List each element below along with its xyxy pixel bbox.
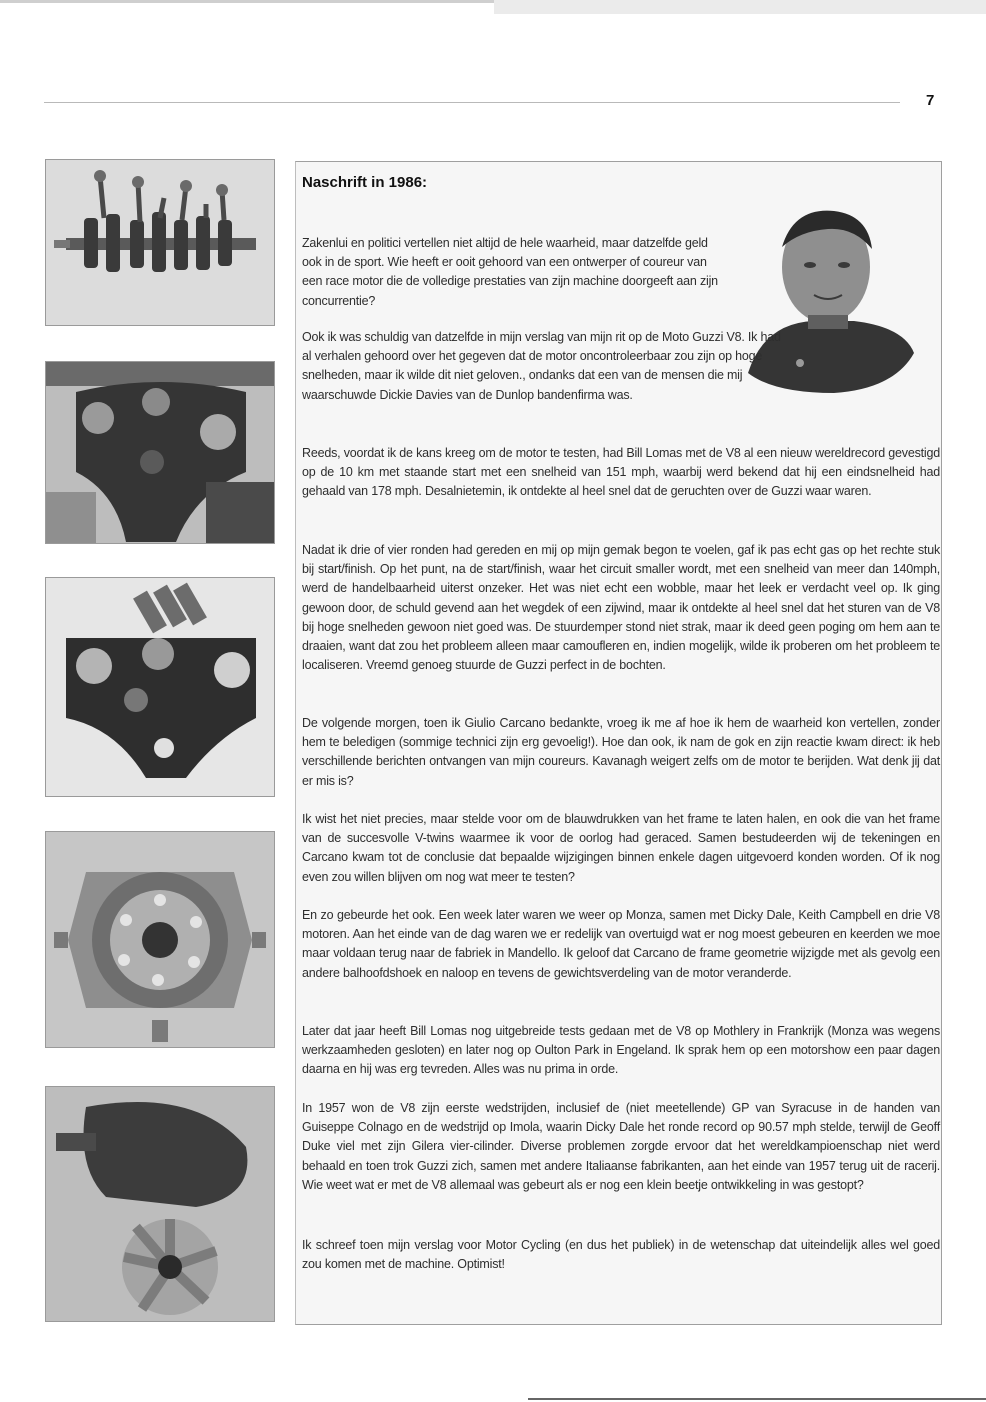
scan-edge-bottom — [528, 1398, 986, 1400]
engine-timing-cover-photo-icon — [45, 361, 275, 544]
paragraph-7: En zo gebeurde het ook. Een week later waren we weer op Monza, samen met Dicky Dale, Keith Campbell en drie V8 motoren. Aan het einde van de dag waren we er redelijk van overtuigd wat er nog moest gebeuren en keerden we moe maar voldaan terug naar de fabriek in Mandello. Ik geloof dat Carcano de frame geometrie wijzigde met als gevolg een andere balhoofdshoek en naloop en tevens de gewichtsverdeling van de motor veranderde. — [302, 908, 940, 980]
paragraph-4: Nadat ik drie of vier ronden had gereden en mij op mijn gemak begon te voelen, gaf ik pas echt gas op het rechte stuk bij start/finish. Op het punt, na de start/finish, waar het circuit smaller wordt, met een snelheid van meer dan 140mph, werd de handelbaarheid uiterst onzeker. Het was niet echt een wobble, maar het leek er verdacht veel op. Ik ging gewoon door, de schuld gevend aan het wegdek of een zijwind, maar ik ontdekte al heel snel dat het sturen van de V8 bij hoge snelheden gewoon niet goed was. De stuurdemper stond niet strak, maar ik deed geen poging om hem aan te draaien, want dat zou het probleem alleen maar camoufleren en, indien mogelijk, wilde ik proberen om het probleem te localiseren. Vreemd genoeg stuurde de Guzzi perfect in de bochten. — [302, 543, 940, 673]
paragraph-5: De volgende morgen, toen ik Giulio Carcano bedankte, vroeg ik me af hoe ik hem de waarheid kon vertellen, zonder hem te beledigen (sommige technici zijn erg gevoelig!). Hoe dan ook, ik nam de gok en zijn reactie kwam direct: ik heb verschillende berichten ontvangen van mijn coureurs. Kavanagh weigert zelfs om de motor te berijden. Wat denk jij dat er mis is? — [302, 716, 940, 788]
paragraph-10: Ik schreef toen mijn verslag voor Motor Cycling (en dus het publiek) in de wetenschap dat uiteindelijk alles wel goed zou komen met de machine. Optimist! — [302, 1238, 940, 1272]
paragraph-2: Ook ik was schuldig van datzelfde in mijn verslag van mijn rit op de Moto Guzzi V8. Ik had al verhalen gehoord over het gegeven dat de motor oncontroleerbaar zou zijn op hoge snelheden, maar ik wilde dit niet geloven., ondanks dat een van de mensen die mij waarschuwde Dickie Davies van de Dunlop bandenfirma was. — [302, 330, 781, 402]
section-heading: Naschrift in 1986: — [302, 174, 428, 191]
header-rule — [44, 102, 900, 103]
crankshaft-photo-icon — [45, 159, 275, 326]
paragraph-6: Ik wist het niet precies, maar stelde voor om de blauwdrukken van het frame te laten halen, en ook die van het frame van de succesvolle V-twins waarmee ik voor de oorlog had geraced. Samen bestudeerden wij de tekeningen en Carcano kwam tot de conclusie dat bepaalde wijzigingen binnen enkele dagen uitgevoerd konden worden. Of ik nog even zou willen blijven om nog wat meer te testen? — [302, 812, 940, 884]
paragraph-8: Later dat jaar heeft Bill Lomas nog uitgebreide tests gedaan met de V8 op Mothlery in Frankrijk (Monza was wegens werkzaamheden gesloten) en later nog op Oulton Park in Engeland. Ik sprak hem op een motorshow een paar dagen daarna en hij was erg tevreden. Alles was nu prima in orde. — [302, 1024, 940, 1077]
clutch-assembly-photo-icon — [45, 831, 275, 1048]
paragraph-9: In 1957 won de V8 zijn eerste wedstrijden, inclusief de (niet meetellende) GP van Syracuse in de handen van Guiseppe Colnago en de wedstrijd op Imola, waarin Dicky Dale het ronde record op 90.57 mph stelde, terwijl de Geoff Duke viel met zijn Gilera vier-cilinder. Diverse problemen zorgde ervoor dat het wereldkampioenschap niet werd behaald en toen trok Guzzi zich, samen met andere Italiaanse fabrikanten, aan het einde van 1957 terug uit de racerij. Wie weet wat er met de V8 allemaal was gebeurt als er nog een klein beetje ontwikkeling in was gestopt? — [302, 1101, 940, 1192]
scan-edge-top-left — [0, 0, 494, 3]
page-number: 7 — [926, 92, 935, 109]
paragraph-1: Zakenlui en politici vertellen niet altijd de hele waarheid, maar datzelfde geld ook in de sport. Wie heeft er ooit gehoord van een ontwerper of coureur van een race motor die de volledige prestaties van zijn machine doorgeeft aan zijn concurrentie? — [302, 236, 718, 308]
water-pump-impeller-photo-icon — [45, 1086, 275, 1322]
v8-engine-block-photo-icon — [45, 577, 275, 797]
scan-edge-top-right — [494, 0, 986, 14]
paragraph-3: Reeds, voordat ik de kans kreeg om de motor te testen, had Bill Lomas met de V8 al een nieuw wereldrecord gevestigd op de 10 km met staande start met een snelheid van 151 mph, waarbij werd bekend dat hij een eindsnelheid had gehaald van 178 mph. Desalnietemin, ik ontdekte al heel snel dat de geruchten over de Guzzi waar waren. — [302, 446, 940, 499]
